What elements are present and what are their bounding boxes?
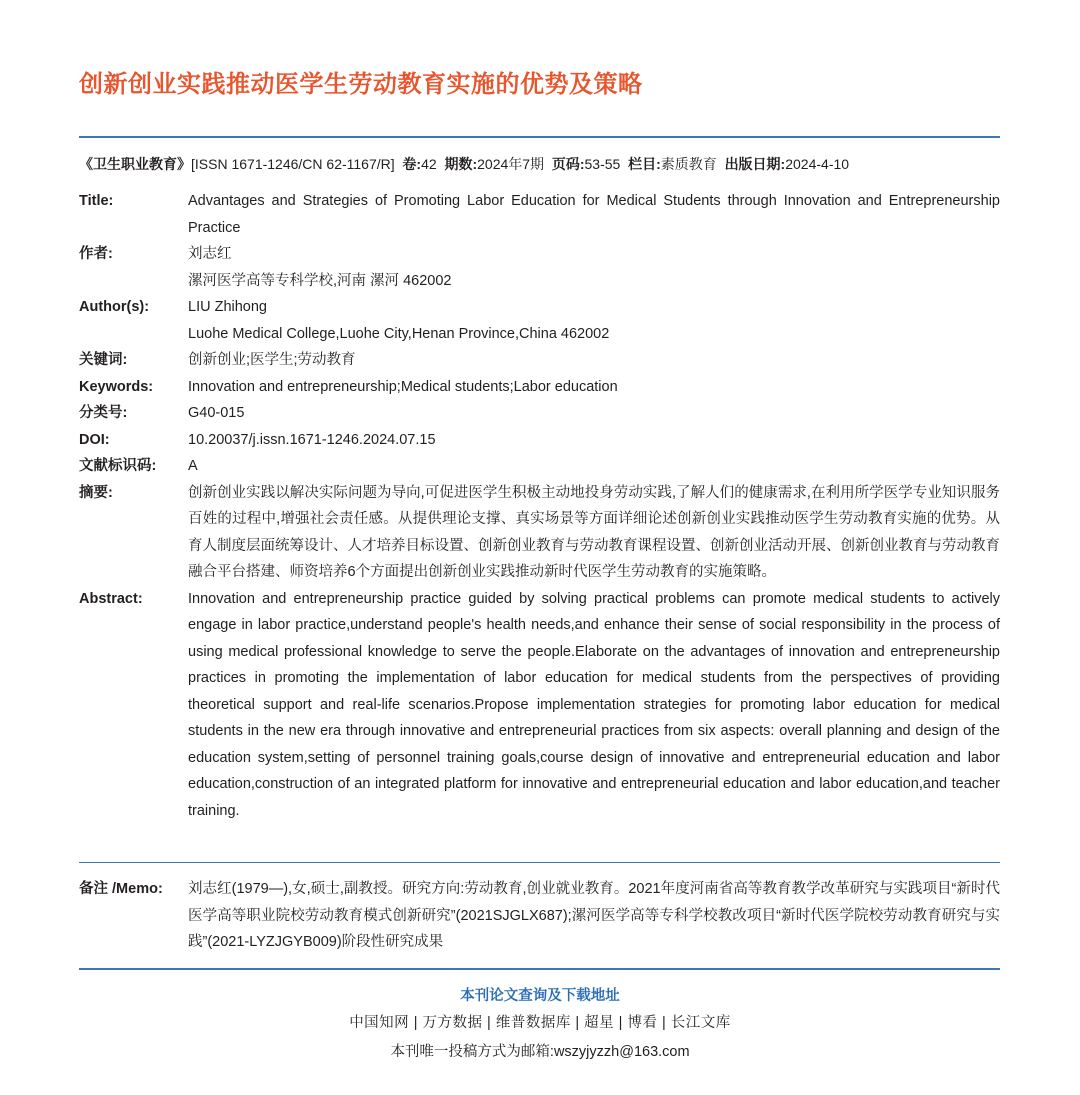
column-label: 栏目: [628,156,661,172]
field-label: DOI: [79,431,110,448]
field-label: Abstract: [79,590,143,607]
field-label: 关键词: [79,352,128,368]
field-classification [79,400,1000,427]
submission-email: 本刊唯一投稿方式为邮箱:wszyjyzzh@163.com [390,1044,690,1060]
field-author-en [79,294,1000,347]
memo-text: 刘志红(1979—),女,硕士,副教授。研究方向:劳动教育,创业就业教育。2021年度河南省高等教育教学改革研究与实践项目“新时代医学高等职业院校劳动教育模式创新研究”(2021SJGLX687);漯河医学高等专科学校教改项目“新时代医学院校劳动教育研究与实践”(2021-LYZJGYB009)阶段性研究成果 [188,881,1000,950]
footer-heading: 本刊论文查询及下载地址 [460,988,620,1004]
english-title: Advantages and Strategies of Promoting Labor Education for Medical Students through Innovation and Entrepreneurship Practice [188,193,1000,236]
date-value: 2024-4-10 [785,156,850,172]
field-label: 文献标识码: [79,458,157,474]
field-doc-code [79,453,1000,480]
field-title [79,188,1000,241]
classification-value: G40-015 [188,405,245,421]
field-label: Keywords: [79,378,154,395]
field-author-cn [79,241,1000,294]
database-list: 中国知网 | 万方数据 | 维普数据库 | 超星 | 博看 | 长江文库 [349,1015,731,1031]
field-keywords-cn [79,347,1000,374]
field-label: 摘要: [79,484,113,501]
field-abstract-en [79,586,1000,825]
keywords-en: Innovation and entrepreneurship;Medical students;Labor education [188,378,618,395]
field-doi [79,427,1000,454]
field-label: Author(s): [79,299,150,315]
issue-value: 2024年7期 [477,156,545,172]
field-label: 作者: [79,246,113,262]
column-value: 素质教育 [660,156,717,172]
abstract-en: Innovation and entrepreneurship practice guided by solving practical problems can promote medical students to actively engage in labor practice,understand people's health needs,and enhance their sense of social responsibility in the process of using medical professional knowledge to serve the people.Elaborate on the advantages of innovation and entrepreneurship practices in promoting the implementation of labor education for medical students from the perspectives of providing theoretical support and real-life scenarios.Propose implementation strategies for promoting labor education for medical students in the new era through innovative and entrepreneurial practices from six aspects: overall planning and design of the education system,setting of personnel training goals,course design of innovative and entrepreneurial education and labor education,construction of an integrated platform for innovative and entrepreneurial education and labor education,and teacher training. [188,590,1000,819]
field-keywords-en [79,374,1000,401]
issn: [ISSN 1671-1246/CN 62-1167/R] [191,156,395,172]
author-affiliation-en: Luohe Medical College,Luohe City,Henan Province,China 462002 [188,325,610,342]
abstract-cn: 创新创业实践以解决实际问题为导向,可促进医学生积极主动地投身劳动实践,了解人们的健康需求,在利用所学医学专业知识服务百姓的过程中,增强社会责任感。从提供理论支撑、真实场景等方面详细论述创新创业实践推动医学生劳动教育实施的优势。从育人制度层面统筹设计、人才培养目标设置、创新创业教育与劳动教育课程设置、创新创业活动开展、创新创业教育与劳动教育融合平台搭建、师资培养6个方面提出创新创业实践推动新时代医学生劳动教育的实施策略。 [188,484,1000,580]
doi-value: 10.20037/j.issn.1671-1246.2024.07.15 [188,431,436,448]
pages-value: 53-55 [584,156,621,172]
field-label: 分类号: [79,405,128,421]
pages-label: 页码: [551,156,585,172]
author-name-en: LIU Zhihong [188,299,267,315]
footer-divider [79,968,1000,970]
memo-label: 备注 /Memo: [79,881,163,897]
journal-name: 《卫生职业教育》 [79,156,191,172]
memo-section [79,876,1000,956]
keywords-cn: 创新创业;医学生;劳动教育 [188,352,356,368]
date-label: 出版日期: [724,156,786,172]
volume-value: 42 [421,156,437,172]
volume-label: 卷: [402,156,422,172]
memo-divider [79,862,1000,863]
author-affiliation-cn: 漯河医学高等专科学校,河南 漯河 462002 [188,272,452,289]
doc-code-value: A [188,458,198,474]
record-fields [79,188,1000,824]
article-title: 创新创业实践推动医学生劳动教育实施的优势及策略 [79,71,643,98]
top-divider [79,136,1000,138]
field-abstract-cn [79,480,1000,586]
author-name-cn: 刘志红 [188,246,232,262]
citation-line [79,154,1000,174]
field-label: Title: [79,193,114,209]
issue-label: 期数: [444,156,478,172]
